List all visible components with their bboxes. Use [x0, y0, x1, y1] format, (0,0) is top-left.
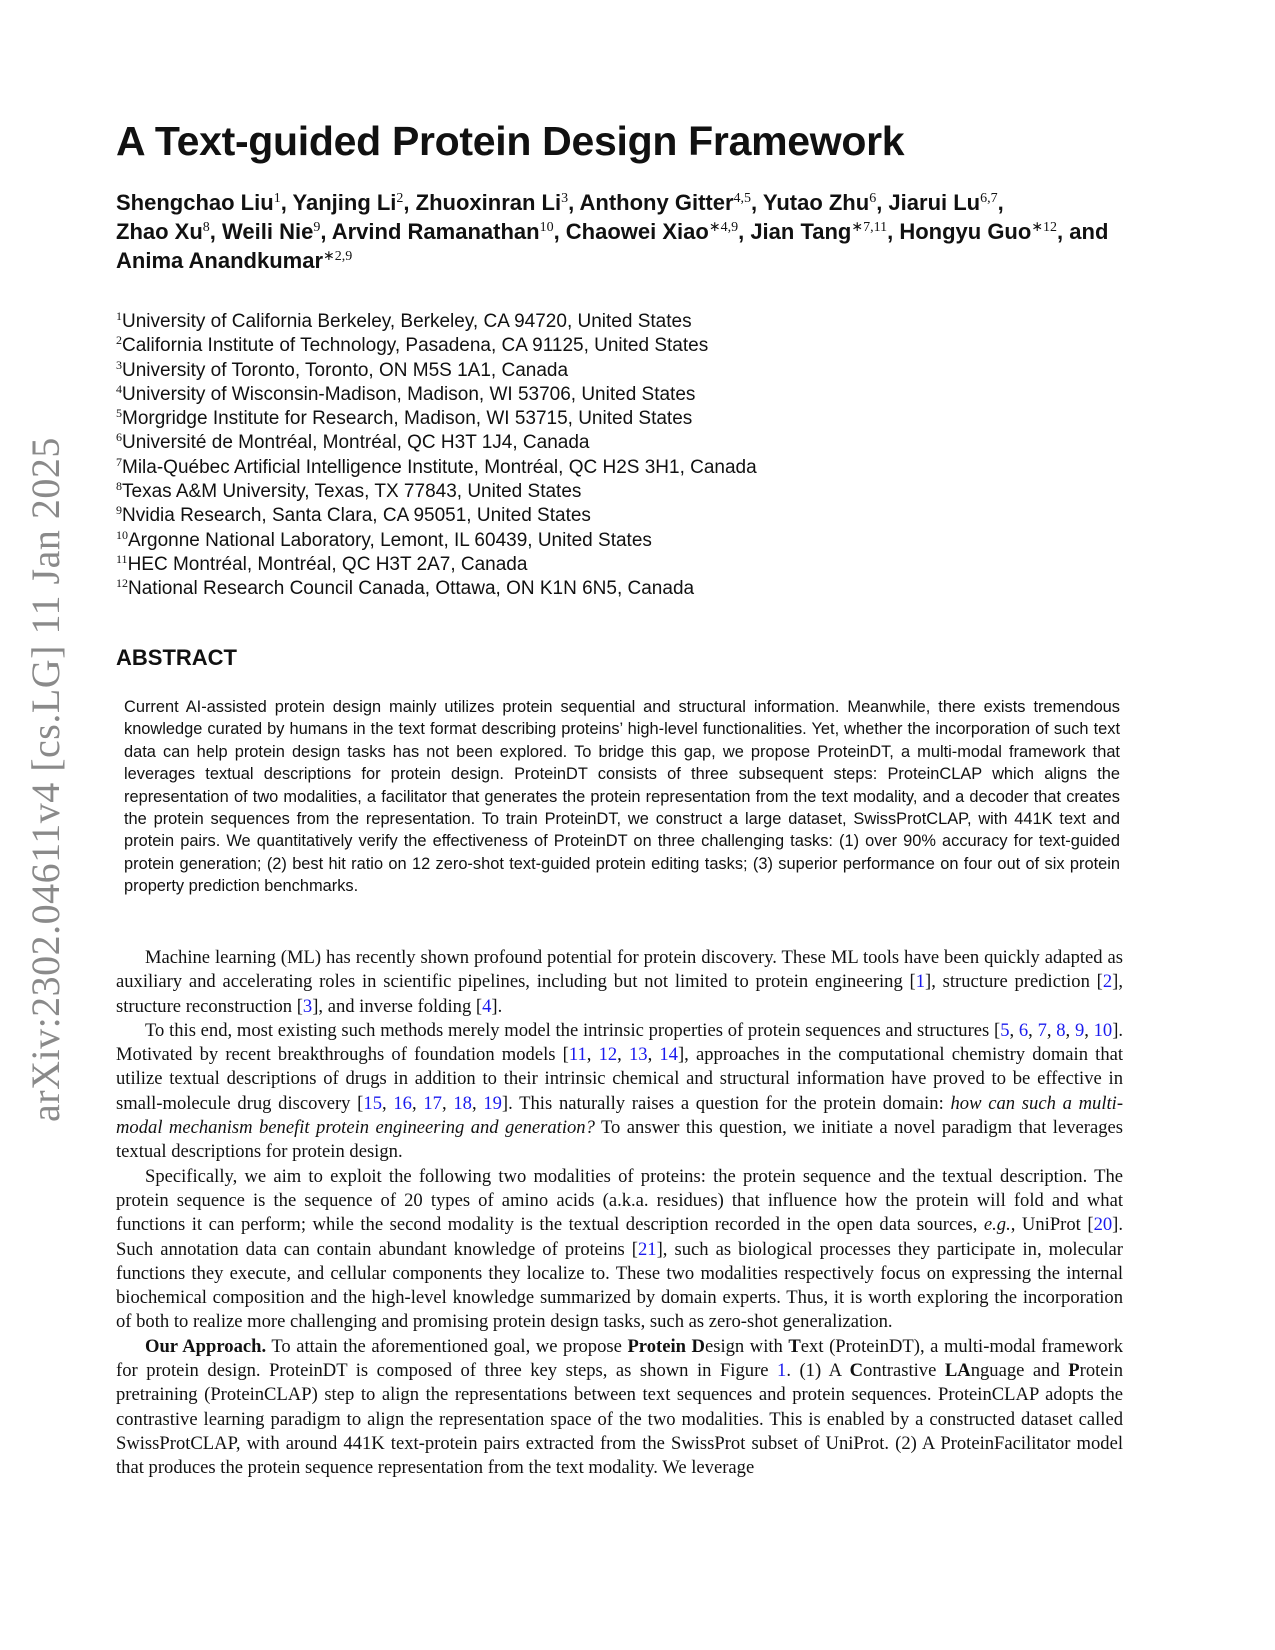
affiliation: $^3$University of Toronto, Toronto, ON M5S 1A1, Canada [116, 357, 569, 381]
paragraph-approach: Our Approach. To attain the aforementioned goal, we propose Protein Design with Text (ProteinDT), a multi-modal framework for protein design. ProteinDT is composed of three key steps, as shown in Figure 1. (1) A Contrastive LAnguage and Protein pretraining (ProteinCLAP) step to align the representations between text sequences and protein sequences. ProteinCLAP adopts the contrastive learning paradigm to align the representation space of the two modalities. This is enabled by a constructed dataset called SwissProtCLAP, with around 441K text-protein pairs extracted from the SwissProt subset of UniProt. (2) A ProteinFacilitator model that produces the protein sequence representation from the text modality. We leverage [116, 1335, 1123, 1479]
citation-link[interactable]: 1 [915, 971, 926, 993]
abstract-text: Current AI-assisted protein design mainly utilizes protein sequential and structural information. Meanwhile, there exists tremendous knowledge curated by humans in the text format describing proteins’ high-level functionalities. Yet, whether the incorporation of such text data can help protein design tasks has not been explored. To bridge this gap, we propose ProteinDT, a multi-modal framework that leverages textual descriptions for protein design. ProteinDT consists of three subsequent steps: ProteinCLAP which aligns the representation of two modalities, a facilitator that generates the protein representation from the text modality, and a decoder that creates the protein sequences from the representation. To train ProteinDT, we construct a large dataset, SwissProtCLAP, with 441K text and protein pairs. We quantitatively verify the effectiveness of ProteinDT on three challenging tasks: (1) over 90% accuracy for text-guided protein generation; (2) best hit ratio on 12 zero-shot text-guided protein editing tasks; (3) superior performance on four out of six protein property prediction benchmarks. [124, 698, 1120, 896]
affiliation-list [116, 310, 1016, 602]
affiliation: $^{10}$Argonne National Laboratory, Lemont, IL 60439, United States [116, 527, 652, 551]
author: Arvind Ramanathan$^{10}$, [331, 219, 566, 244]
affiliation: $^1$University of California Berkeley, Berkeley, CA 94720, United States [116, 309, 692, 332]
author: Anthony Gitter$^{4,5}$, [579, 190, 763, 215]
affiliation: $^{12}$National Research Council Canada, Ottawa, ON K1N 6N5, Canada [116, 576, 695, 600]
author: Anima Anandkumar$^{∗2,9}$ [116, 248, 353, 273]
citation-link[interactable]: 6 [1018, 1019, 1029, 1041]
paragraph-motivation: To this end, most existing such methods merely model the intrinsic properties of protein sequences and structures [5, 6, 7, 8, 9, 10]. Motivated by recent breakthroughs of foundation models [11, 12, 13, 14], approaches in the computational chemistry domain that utilize textual descriptions of drugs in addition to their intrinsic chemical and structural information have proved to be effective in small-molecule drug discovery [15, 16, 17, 18, 19]. This naturally raises a question for the protein domain: how can such a multi-modal mechanism benefit protein engineering and generation? To answer this question, we initiate a novel paradigm that leverages textual descriptions for protein design. [116, 1019, 1124, 1163]
affiliation: $^4$University of Wisconsin-Madison, Madison, WI 53706, United States [116, 381, 696, 405]
affiliation: $^8$Texas A&M University, Texas, TX 77843, United States [116, 479, 582, 503]
citation-link[interactable]: 5 [1000, 1019, 1010, 1041]
citation-link[interactable]: 10 [1093, 1019, 1113, 1041]
author: Hongyu Guo$^{∗12}$, and [899, 219, 1109, 244]
affiliation: $^{11}$HEC Montréal, Montréal, QC H3T 2A7, Canada [116, 551, 528, 575]
affiliation: $^5$Morgridge Institute for Research, Madison, WI 53715, United States [116, 406, 693, 430]
citation-link[interactable]: 3 [302, 995, 313, 1017]
author: Yutao Zhu$^6$, [762, 190, 889, 215]
citation-link[interactable]: 20 [1093, 1214, 1113, 1236]
citation-link[interactable]: 19 [483, 1092, 502, 1114]
citation-link[interactable]: 7 [1037, 1019, 1047, 1041]
citation-link[interactable]: 8 [1056, 1019, 1066, 1041]
citation-link[interactable]: 13 [628, 1044, 648, 1066]
paragraph-modalities: Specifically, we aim to exploit the following two modalities of proteins: the protein sequence and the textual description. The protein sequence is the sequence of 20 types of amino acids (a.k.a. residues) that influence how the protein will fold and what functions it can perform; while the second modality is the textual description recorded in the open data sources, e.g., UniProt [20]. Such annotation data can contain abundant knowledge of proteins [21], such as biological processes they participate in, molecular functions they execute, and cellular components they localize to. These two modalities respectively focus on expressing the internal biochemical composition and the high-level knowledge summarized by domain experts. Thus, it is worth exploring the incorporation of both to realize more challenging and promising protein design tasks, such as zero-shot generalization. [116, 1165, 1123, 1333]
author: Weili Nie$^9$, [222, 219, 332, 244]
arxiv-identifier-stamp: arXiv:2302.04611v4 [cs.LG] 11 Jan 2025 [23, 437, 68, 1122]
citation-link[interactable]: 12 [598, 1044, 618, 1066]
affiliation: $^6$Université de Montréal, Montréal, QC H3T 1J4, Canada [116, 430, 590, 454]
author: Shengchao Liu$^1$, [116, 190, 293, 215]
citation-link[interactable]: 15 [363, 1092, 382, 1114]
citation-link[interactable]: 2 [1102, 971, 1113, 993]
citation-link[interactable]: 9 [1074, 1019, 1085, 1041]
author: Yanjing Li$^2$, [292, 190, 416, 215]
citation-link[interactable]: 14 [659, 1044, 678, 1066]
affiliation: $^2$California Institute of Technology, Pasadena, CA 91125, United States [116, 333, 709, 357]
citation-link[interactable]: 11 [568, 1044, 587, 1066]
citation-link[interactable]: 21 [638, 1238, 657, 1260]
author: Chaowei Xiao$^{∗4,9}$, [565, 219, 751, 244]
citation-link[interactable]: 18 [453, 1092, 472, 1114]
abstract-heading: ABSTRACT [116, 645, 237, 670]
citation-link[interactable]: 4 [482, 995, 492, 1017]
citation-link[interactable]: 17 [423, 1092, 442, 1114]
paragraph-intro: Machine learning (ML) has recently shown profound potential for protein discovery. These ML tools have been quickly adapted as auxiliary and accelerating roles in scientific pipelines, including but not limited to protein engineering [1], structure prediction [2], structure reconstruction [3], and inverse folding [4]. [116, 947, 1123, 1017]
author: Zhao Xu$^8$, [116, 219, 223, 244]
main-body [116, 946, 1123, 1481]
affiliation: $^7$Mila-Québec Artificial Intelligence Institute, Montréal, QC H2S 3H1, Canada [116, 454, 757, 478]
affiliation: $^9$Nvidia Research, Santa Clara, CA 95051, United States [116, 503, 591, 527]
paper-title: A Text-guided Protein Design Framework [116, 118, 905, 164]
figure-link[interactable]: 1 [777, 1360, 787, 1382]
author: Jiarui Lu$^{6,7}$, [888, 190, 1004, 215]
author: Zhuoxinran Li$^3$, [415, 190, 580, 215]
author-list [116, 188, 1116, 275]
citation-link[interactable]: 16 [393, 1092, 412, 1114]
author: Jian Tang$^{∗7,11}$, [750, 219, 900, 244]
